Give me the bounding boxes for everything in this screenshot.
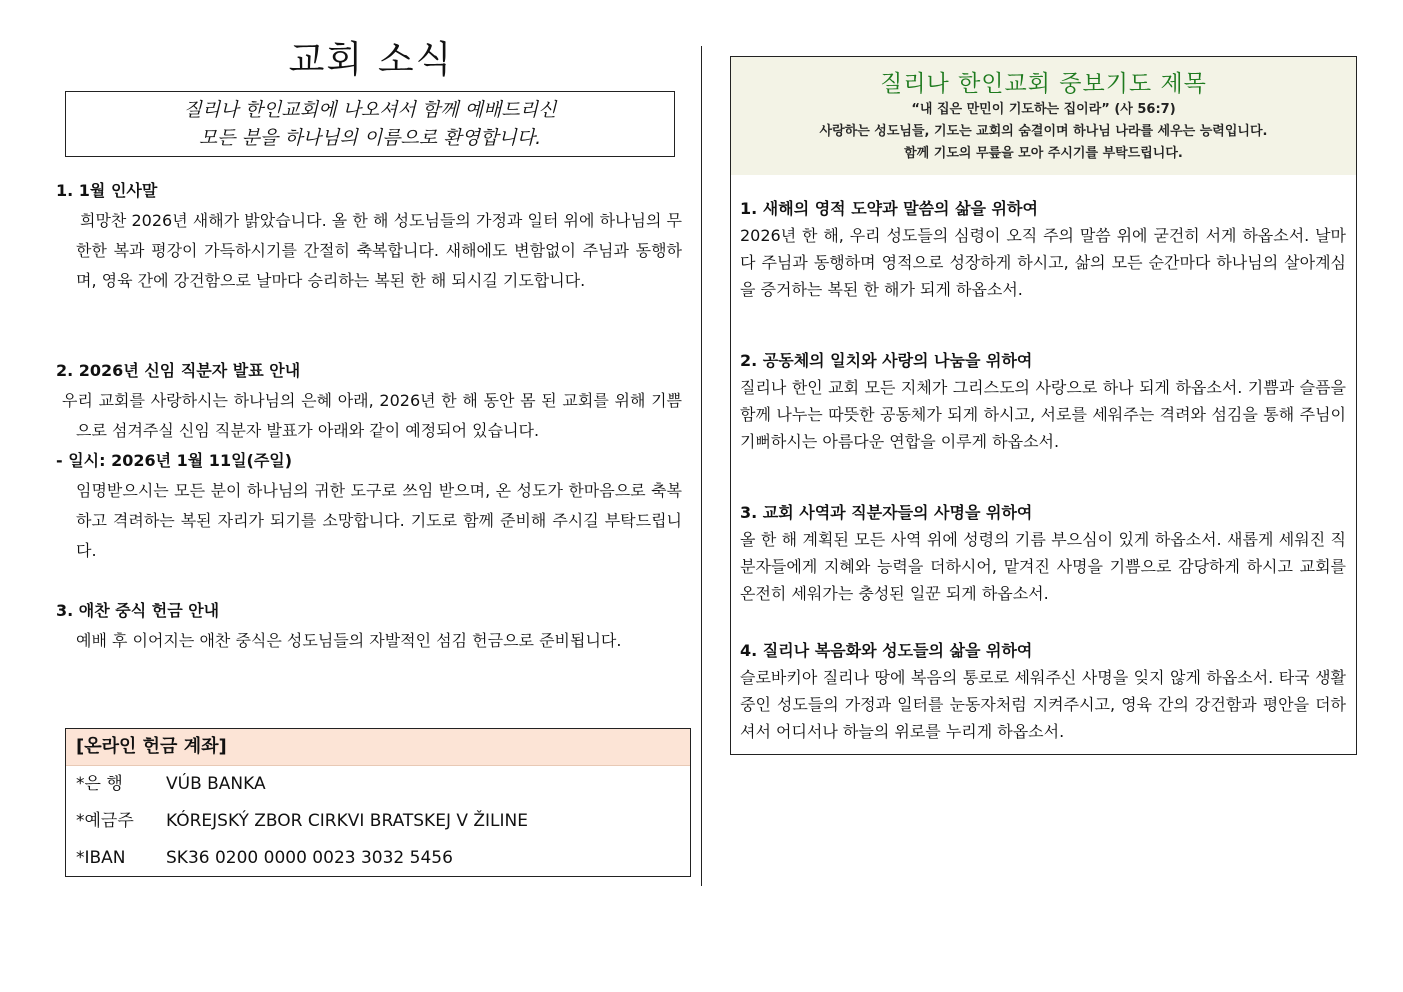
date-body: 임명받으시는 모든 분이 하나님의 귀한 도구로 쓰임 받으며, 온 성도가 한마음으로 축복하고 격려하는 복된 자리가 되기를 소망합니다. 기도로 함께 준비해 주시길 부탁드립니다. — [76, 481, 682, 560]
account-value: KÓREJSKÝ ZBOR CIRKVI BRATSKEJ V ŽILINE — [166, 811, 528, 831]
prayer-item-heading: 1. 새해의 영적 도약과 말씀의 삶을 위하여 — [740, 199, 1038, 218]
welcome-line-2: 모든 분을 하나님의 이름으로 환영합니다. — [198, 126, 542, 149]
prayer-topics-box — [730, 56, 1357, 755]
prayer-item-body: 올 한 해 계획된 모든 사역 위에 성령의 기름 부으심이 있게 하옵소서. 새롭게 세워진 직분자들에게 지혜와 능력을 더하시어, 맡겨진 사명을 기쁨으로 감당하게 하시고 교회를 온전히 세워가는 충성된 일꾼 되게 하옵소서. — [740, 530, 1346, 603]
prayer-verse: “내 집은 만민이 기도하는 집이라” (사 56:7) — [911, 102, 1176, 117]
prayer-header — [731, 57, 1356, 175]
page-title: 교회 소식 — [288, 38, 454, 81]
prayer-intro-2: 함께 기도의 무릎을 모아 주시기를 부탁드립니다. — [904, 146, 1183, 161]
welcome-line-1: 질리나 한인교회에 나오셔서 함께 예배드리신 — [183, 98, 557, 121]
prayer-item-body: 2026년 한 해, 우리 성도들의 심령이 오직 주의 말씀 위에 굳건히 서게 하옵소서. 날마다 주님과 동행하며 영적으로 성장하게 하시고, 삶의 모든 순간마다 하나님의 살아계심을 증거하는 복된 한 해가 되게 하옵소서. — [740, 226, 1346, 299]
account-header: [온라인 헌금 계좌] — [66, 729, 690, 766]
welcome-box — [65, 91, 675, 157]
prayer-item-heading: 3. 교회 사역과 직분자들의 사명을 위하여 — [740, 503, 1033, 522]
prayer-title: 질리나 한인교회 중보기도 제목 — [880, 71, 1207, 97]
account-row-holder — [66, 803, 690, 840]
section-greeting — [56, 176, 686, 296]
section-officers — [56, 356, 686, 566]
prayer-item-body: 질리나 한인 교회 모든 지체가 그리스도의 사랑으로 하나 되게 하옵소서. 기쁨과 슬픔을 함께 나누는 따뜻한 공동체가 되게 하시고, 서로를 세워주는 격려와 섬김을 통해 주님이 기뻐하시는 아름다운 연합을 이루게 하옵소서. — [740, 378, 1346, 451]
account-value: SK36 0200 0000 0023 3032 5456 — [166, 848, 453, 868]
account-value: VÚB BANKA — [166, 774, 266, 794]
section-heading: 2. 2026년 신임 직분자 발표 안내 — [56, 361, 301, 380]
prayer-intro-1: 사랑하는 성도님들, 기도는 교회의 숨결이며 하나님 나라를 세우는 능력입니다. — [819, 124, 1268, 139]
section-body: 우리 교회를 사랑하시는 하나님의 은혜 아래, 2026년 한 해 동안 몸 된 교회를 위해 기쁨으로 섬겨주실 신임 직분자 발표가 아래와 같이 예정되어 있습니다. — [62, 391, 682, 440]
section-body: 희망찬 2026년 새해가 밝았습니다. 올 한 해 성도님들의 가정과 일터 위에 하나님의 무한한 복과 평강이 가득하시기를 간절히 축복합니다. 새해에도 변함없이 주님과 동행하며, 영육 간에 강건함으로 날마다 승리하는 복된 한 해 되시길 기도합니다. — [76, 211, 682, 290]
account-label: *IBAN — [76, 848, 126, 868]
prayer-item-body: 슬로바키아 질리나 땅에 복음의 통로로 세워주신 사명을 잊지 않게 하옵소서. 타국 생활 중인 성도들의 가정과 일터를 눈동자처럼 지켜주시고, 영육 간의 강건함과 평안을 더하셔서 어디서나 하늘의 위로를 누리게 하옵소서. — [740, 668, 1346, 741]
account-row-iban — [66, 840, 690, 877]
date-line: - 일시: 2026년 1월 11일(주일) — [56, 451, 293, 470]
prayer-item-heading: 2. 공동체의 일치와 사랑의 나눔을 위하여 — [740, 351, 1033, 370]
prayer-item — [740, 499, 1346, 607]
section-heading: 3. 애찬 중식 헌금 안내 — [56, 601, 220, 620]
section-offering — [56, 596, 686, 656]
prayer-item — [740, 637, 1346, 745]
account-row-bank — [66, 766, 690, 803]
account-label: *예금주 — [76, 811, 134, 831]
account-label: *은 행 — [76, 774, 123, 794]
account-box — [65, 728, 691, 877]
church-news-column — [56, 40, 686, 157]
prayer-item-heading: 4. 질리나 복음화와 성도들의 삶을 위하여 — [740, 641, 1033, 660]
prayer-item — [740, 347, 1346, 455]
section-heading: 1. 1월 인사말 — [56, 181, 158, 200]
prayer-item — [740, 195, 1346, 303]
section-body: 예배 후 이어지는 애찬 중식은 성도님들의 자발적인 섬김 헌금으로 준비됩니다. — [76, 631, 622, 650]
column-divider — [701, 46, 702, 886]
